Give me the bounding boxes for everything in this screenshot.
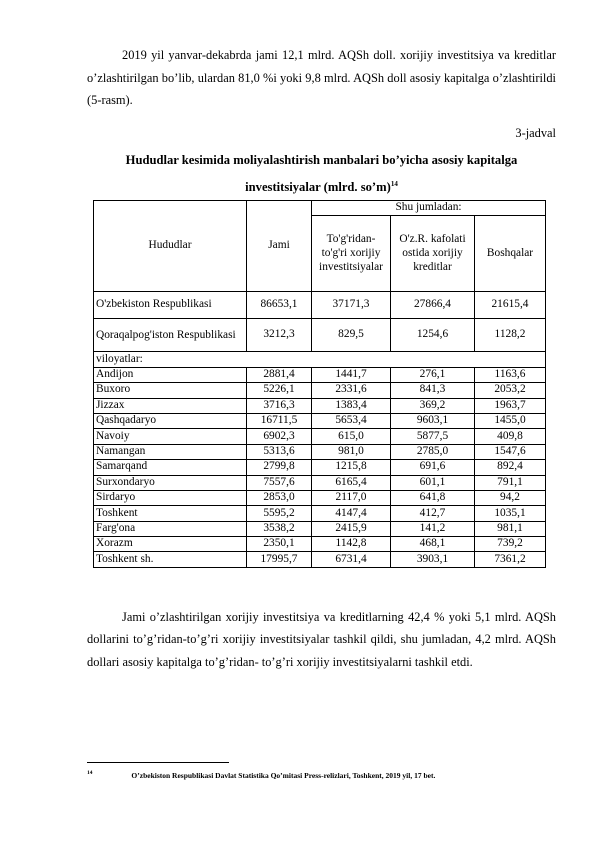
header-guaranteed-credits: O'z.R. kafolati ostida xorijiy kreditlar [391,216,475,292]
closing-paragraph-text: Jami o’zlashtirilgan xorijiy investitsiya va kreditlarning 42,4 % yoki 5,1 mlrd. AQSh dollarini to’g’ridan-to’g’ri xorijiy investitsiyalar tashkil qildi, shu jumladan, 4,2 mlrd. AQSh dollari asosiy kapitalga to’g’ridan- to’g’ri xorijiy investitsiyalarni tashkil etdi. [87,610,556,669]
value-total: 16711,5 [247,413,312,428]
value-other: 94,2 [475,490,546,505]
value-guaranteed-credits: 276,1 [391,367,475,382]
value-other: 892,4 [475,460,546,475]
value-guaranteed-credits: 2785,0 [391,444,475,459]
value-other: 7361,2 [475,552,546,567]
table-row-republic [94,292,546,319]
footnote-mark: 14 [390,179,398,188]
value-foreign-direct: 981,0 [312,444,391,459]
value-total: 2350,1 [247,537,312,552]
value-total: 86653,1 [247,292,312,319]
value-total: 5226,1 [247,383,312,398]
value-total: 7557,6 [247,475,312,490]
value-other: 981,1 [475,521,546,536]
value-guaranteed-credits: 5877,5 [391,429,475,444]
region-name: Navoiy [94,429,247,444]
region-name: Jizzax [94,398,247,413]
value-other: 1035,1 [475,506,546,521]
value-guaranteed-credits: 3903,1 [391,552,475,567]
value-foreign-direct: 6165,4 [312,475,391,490]
table-row [94,537,546,552]
region-name: Toshkent sh. [94,552,247,567]
value-total: 2881,4 [247,367,312,382]
region-name: Buxoro [94,383,247,398]
header-other: Boshqalar [475,216,546,292]
value-foreign-direct: 1215,8 [312,460,391,475]
value-total: 6902,3 [247,429,312,444]
value-total: 3212,3 [247,319,312,352]
value-guaranteed-credits: 9603,1 [391,413,475,428]
table-title [87,149,556,199]
value-other: 2053,2 [475,383,546,398]
header-foreign-direct: To'g'ridan-to'g'ri xorijiy investitsiyalar [312,216,391,292]
region-name: O'zbekiston Respublikasi [94,292,247,319]
table-row [94,367,546,382]
table-row [94,506,546,521]
region-name: Farg'ona [94,521,247,536]
value-total: 5595,2 [247,506,312,521]
table-row [94,398,546,413]
table-row [94,475,546,490]
value-other: 739,2 [475,537,546,552]
value-foreign-direct: 2117,0 [312,490,391,505]
region-name: Sirdaryo [94,490,247,505]
table-section-row [94,352,546,367]
value-other: 1547,6 [475,444,546,459]
region-name: Toshkent [94,506,247,521]
header-total: Jami [247,201,312,292]
value-guaranteed-credits: 468,1 [391,537,475,552]
table-row [94,444,546,459]
closing-paragraph [87,606,556,673]
value-other: 409,8 [475,429,546,444]
table-row [94,460,546,475]
value-other: 791,1 [475,475,546,490]
region-name: Qoraqalpog'iston Respublikasi [94,319,247,352]
value-foreign-direct: 1441,7 [312,367,391,382]
value-other: 21615,4 [475,292,546,319]
value-foreign-direct: 37171,3 [312,292,391,319]
footnote-text: O’zbekiston Respublikasi Davlat Statistika Qo’mitasi Press-relizlari, Toshkent, 2019 yil, 17 bet. [131,770,436,780]
value-other: 1963,7 [475,398,546,413]
value-total: 3716,3 [247,398,312,413]
region-name: Surxondaryo [94,475,247,490]
value-guaranteed-credits: 601,1 [391,475,475,490]
value-foreign-direct: 1142,8 [312,537,391,552]
section-label: viloyatlar: [94,352,546,367]
value-total: 17995,7 [247,552,312,567]
region-name: Andijon [94,367,247,382]
footnote [87,767,556,782]
value-other: 1455,0 [475,413,546,428]
value-guaranteed-credits: 141,2 [391,521,475,536]
region-rows [94,367,546,567]
value-guaranteed-credits: 691,6 [391,460,475,475]
value-guaranteed-credits: 1254,6 [391,319,475,352]
value-guaranteed-credits: 841,3 [391,383,475,398]
value-foreign-direct: 1383,4 [312,398,391,413]
value-foreign-direct: 2331,6 [312,383,391,398]
table-row [94,521,546,536]
intro-paragraph [87,44,556,112]
table-row [94,490,546,505]
value-guaranteed-credits: 641,8 [391,490,475,505]
value-foreign-direct: 615,0 [312,429,391,444]
table-row [94,383,546,398]
value-guaranteed-credits: 412,7 [391,506,475,521]
value-foreign-direct: 829,5 [312,319,391,352]
value-foreign-direct: 2415,9 [312,521,391,536]
table-row [94,413,546,428]
footnote-separator [87,762,229,763]
header-group: Shu jumladan: [312,201,546,216]
region-name: Qashqadaryo [94,413,247,428]
value-foreign-direct: 4147,4 [312,506,391,521]
intro-paragraph-text: 2019 yil yanvar-dekabrda jami 12,1 mlrd. AQSh doll. xorijiy investitsiya va kreditlar o’zlashtirilgan bo’lib, ulardan 81,0 %i yoki 9,8 mlrd. AQSh doll asosiy kapitalga o’zlashtirildi (5-rasm). [87,48,556,108]
value-other: 1163,6 [475,367,546,382]
table-title-text: Hududlar kesimida moliyalashtirish manbalari bo’yicha asosiy kapitalga investitsiyalar (mlrd. so’m) [125,153,518,194]
value-total: 5313,6 [247,444,312,459]
footnote-mark: 14 [87,770,93,776]
region-name: Samarqand [94,460,247,475]
region-name: Namangan [94,444,247,459]
investment-table [93,200,546,568]
value-total: 3538,2 [247,521,312,536]
value-other: 1128,2 [475,319,546,352]
value-foreign-direct: 5653,4 [312,413,391,428]
table-label: 3-jadval [515,126,556,140]
value-guaranteed-credits: 369,2 [391,398,475,413]
header-region: Hududlar [94,201,247,292]
table-row-karakalpak [94,319,546,352]
header-row [94,201,546,216]
region-name: Xorazm [94,537,247,552]
value-guaranteed-credits: 27866,4 [391,292,475,319]
value-foreign-direct: 6731,4 [312,552,391,567]
table-row [94,552,546,567]
value-total: 2853,0 [247,490,312,505]
value-total: 2799,8 [247,460,312,475]
table-row [94,429,546,444]
